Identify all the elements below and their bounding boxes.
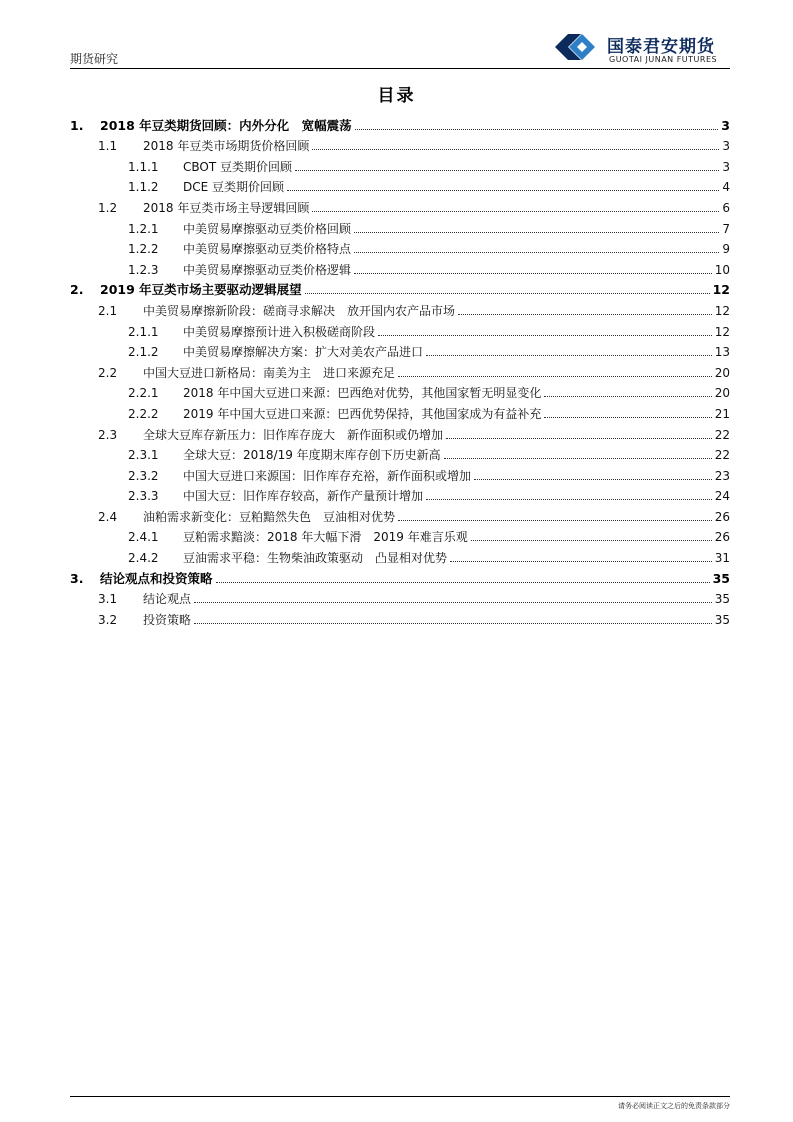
- toc-entry-title: 2019 年中国大豆进口来源：巴西优势保持，其他国家成为有益补充: [183, 406, 542, 421]
- toc-entry-number: 2.4.1: [128, 530, 159, 545]
- logo-text-cn: 国泰君安期货: [607, 37, 715, 57]
- toc-entry-title: 结论观点: [143, 592, 192, 607]
- toc-entry-page-number: 3: [721, 117, 730, 133]
- toc-title: 目录: [377, 86, 416, 106]
- table-of-contents: [70, 113, 730, 628]
- toc-entry-title: 2018 年豆类市场主导逻辑回顾: [143, 200, 310, 215]
- toc-entry-title: 豆油需求平稳：生物柴油政策驱动 凸显相对优势: [183, 551, 448, 566]
- toc-entry-number: 2.2.2: [128, 406, 159, 421]
- toc-entry-page-number: 3: [722, 139, 730, 154]
- toc-entry-1-2-1[interactable]: [70, 216, 730, 237]
- toc-entry-title: 2018 年豆类期货回顾：内外分化 宽幅震荡: [100, 117, 352, 133]
- toc-dot-leader: [287, 190, 719, 191]
- toc-entry-title: CBOT 豆类期价回顾: [183, 159, 292, 174]
- toc-entry-page-number: 35: [712, 570, 730, 586]
- toc-dot-leader: [398, 520, 712, 521]
- toc-entry-title: 中美贸易摩擦驱动豆类价格特点: [183, 242, 352, 257]
- toc-entry-1-1-2[interactable]: [70, 175, 730, 196]
- toc-entry-1-1[interactable]: [70, 134, 730, 155]
- toc-dot-leader: [354, 273, 712, 274]
- company-logo: [553, 32, 723, 66]
- toc-dot-leader: [194, 602, 712, 603]
- toc-entry-page-number: 26: [714, 530, 730, 545]
- toc-entry-page-number: 24: [714, 489, 730, 504]
- toc-entry-page-number: 31: [714, 551, 730, 566]
- toc-entry-page-number: 9: [722, 242, 730, 257]
- toc-entry-title: 全球大豆：2018/19 年度期末库存创下历史新高: [183, 448, 441, 463]
- toc-entry-number: 2.1.2: [128, 345, 159, 360]
- toc-entry-title: 中美贸易摩擦解决方案：扩大对美农产品进口: [183, 345, 424, 360]
- toc-entry-number: 1.2: [98, 200, 118, 215]
- toc-dot-leader: [544, 417, 711, 418]
- toc-entry-2[interactable]: [70, 278, 730, 299]
- toc-entry-title: 中国大豆进口新格局：南美为主 进口来源充足: [143, 365, 396, 380]
- toc-entry-title: 中国大豆：旧作库存较高，新作产量预计增加: [183, 489, 424, 504]
- toc-entry-number: 2.1: [98, 303, 118, 318]
- toc-dot-leader: [426, 355, 712, 356]
- logo-text-en: GUOTAI JUNAN FUTURES: [609, 55, 718, 64]
- toc-dot-leader: [444, 458, 712, 459]
- toc-entry-title: 中美贸易摩擦新阶段：磋商寻求解决 放开国内农产品市场: [143, 303, 456, 318]
- toc-dot-leader: [312, 211, 719, 212]
- toc-dot-leader: [471, 540, 712, 541]
- toc-entry-number: 3.: [70, 570, 84, 586]
- toc-entry-page-number: 10: [714, 262, 730, 277]
- toc-dot-leader: [295, 170, 719, 171]
- toc-entry-page-number: 13: [714, 345, 730, 360]
- toc-entry-3[interactable]: [70, 566, 730, 587]
- toc-entry-page-number: 22: [714, 448, 730, 463]
- toc-entry-title: 油粕需求新变化：豆粕黯然失色 豆油相对优势: [143, 509, 396, 524]
- toc-entry-page-number: 3: [722, 159, 730, 174]
- toc-entry-2-4[interactable]: [70, 504, 730, 525]
- toc-entry-number: 1.2.1: [128, 221, 159, 236]
- toc-entry-number: 1.1.2: [128, 180, 159, 195]
- toc-entry-3-1[interactable]: [70, 587, 730, 608]
- toc-entry-page-number: 20: [714, 365, 730, 380]
- toc-entry-title: 2018 年中国大豆进口来源：巴西绝对优势，其他国家暂无明显变化: [183, 386, 542, 401]
- toc-entry-page-number: 21: [714, 406, 730, 421]
- toc-entry-2-3[interactable]: [70, 422, 730, 443]
- toc-entry-2-2-2[interactable]: [70, 401, 730, 422]
- toc-entry-number: 3.1: [98, 592, 118, 607]
- toc-dot-leader: [378, 335, 712, 336]
- toc-entry-page-number: 26: [714, 509, 730, 524]
- toc-entry-2-2-1[interactable]: [70, 381, 730, 402]
- toc-dot-leader: [305, 293, 710, 294]
- toc-entry-page-number: 4: [722, 180, 730, 195]
- toc-entry-page-number: 12: [714, 303, 730, 318]
- toc-entry-number: 1.2.2: [128, 242, 159, 257]
- toc-entry-title: 中美贸易摩擦驱动豆类价格逻辑: [183, 262, 352, 277]
- toc-entry-number: 2.3: [98, 427, 118, 442]
- toc-entry-page-number: 35: [714, 592, 730, 607]
- toc-entry-page-number: 7: [722, 221, 730, 236]
- toc-entry-page-number: 12: [714, 324, 730, 339]
- toc-entry-2-3-2[interactable]: [70, 463, 730, 484]
- toc-entry-number: 2.2: [98, 365, 118, 380]
- toc-entry-2-3-3[interactable]: [70, 484, 730, 505]
- toc-entry-title: 中美贸易摩擦驱动豆类价格回顾: [183, 221, 352, 236]
- toc-entry-1-1-1[interactable]: [70, 154, 730, 175]
- toc-dot-leader: [426, 499, 712, 500]
- toc-entry-2-1[interactable]: [70, 298, 730, 319]
- toc-entry-title: 全球大豆库存新压力：旧作库存庞大 新作面积或仍增加: [143, 427, 444, 442]
- toc-dot-leader: [446, 438, 712, 439]
- toc-entry-number: 1.1: [98, 139, 118, 154]
- toc-entry-number: 2.: [70, 282, 84, 298]
- toc-entry-1[interactable]: [70, 113, 730, 134]
- toc-entry-1-2-2[interactable]: [70, 237, 730, 258]
- toc-entry-page-number: 35: [714, 612, 730, 627]
- footer-disclaimer-note: 请务必阅读正文之后的免责条款部分: [618, 1102, 730, 1110]
- toc-dot-leader: [544, 396, 711, 397]
- header-divider: [70, 68, 730, 69]
- toc-dot-leader: [216, 582, 710, 583]
- toc-entry-number: 1.1.1: [128, 159, 159, 174]
- toc-entry-page-number: 22: [714, 427, 730, 442]
- logo-mark-icon: [553, 32, 597, 62]
- toc-dot-leader: [398, 376, 712, 377]
- toc-entry-2-4-2[interactable]: [70, 545, 730, 566]
- toc-entry-title: 2018 年豆类市场期货价格回顾: [143, 139, 310, 154]
- toc-entry-title: 中国大豆进口来源国：旧作库存充裕，新作面积或增加: [183, 468, 472, 483]
- toc-entry-2-1-1[interactable]: [70, 319, 730, 340]
- toc-entry-number: 2.3.3: [128, 489, 159, 504]
- toc-entry-page-number: 23: [714, 468, 730, 483]
- toc-entry-title: 投资策略: [143, 612, 192, 627]
- toc-entry-title: DCE 豆类期价回顾: [183, 180, 285, 195]
- toc-entry-2-3-1[interactable]: [70, 443, 730, 464]
- toc-entry-number: 2.3.1: [128, 448, 159, 463]
- toc-entry-number: 1.: [70, 117, 84, 133]
- toc-entry-number: 3.2: [98, 612, 118, 627]
- toc-entry-1-2-3[interactable]: [70, 257, 730, 278]
- toc-entry-number: 2.1.1: [128, 324, 159, 339]
- toc-dot-leader: [354, 252, 719, 253]
- toc-dot-leader: [474, 479, 712, 480]
- toc-entry-2-1-2[interactable]: [70, 340, 730, 361]
- toc-entry-number: 2.4: [98, 509, 118, 524]
- toc-dot-leader: [450, 561, 712, 562]
- toc-entry-1-2[interactable]: [70, 195, 730, 216]
- toc-dot-leader: [194, 623, 712, 624]
- toc-entry-2-4-1[interactable]: [70, 525, 730, 546]
- toc-dot-leader: [354, 232, 719, 233]
- toc-entry-title: 2019 年豆类市场主要驱动逻辑展望: [100, 282, 302, 298]
- toc-entry-title: 中美贸易摩擦预计进入积极磋商阶段: [183, 324, 376, 339]
- toc-dot-leader: [355, 129, 719, 130]
- toc-entry-number: 2.2.1: [128, 386, 159, 401]
- toc-entry-2-2[interactable]: [70, 360, 730, 381]
- toc-entry-page-number: 12: [712, 282, 730, 298]
- section-label: 期货研究: [70, 52, 119, 66]
- toc-dot-leader: [458, 314, 712, 315]
- toc-entry-page-number: 6: [722, 200, 730, 215]
- toc-entry-title: 豆粕需求黯淡：2018 年大幅下滑 2019 年难言乐观: [183, 530, 468, 545]
- toc-entry-number: 2.3.2: [128, 468, 159, 483]
- toc-entry-number: 2.4.2: [128, 551, 159, 566]
- toc-entry-3-2[interactable]: [70, 607, 730, 628]
- toc-entry-page-number: 20: [714, 386, 730, 401]
- toc-entry-number: 1.2.3: [128, 262, 159, 277]
- toc-dot-leader: [312, 149, 719, 150]
- footer-divider: [70, 1096, 730, 1097]
- toc-entry-title: 结论观点和投资策略: [100, 570, 213, 586]
